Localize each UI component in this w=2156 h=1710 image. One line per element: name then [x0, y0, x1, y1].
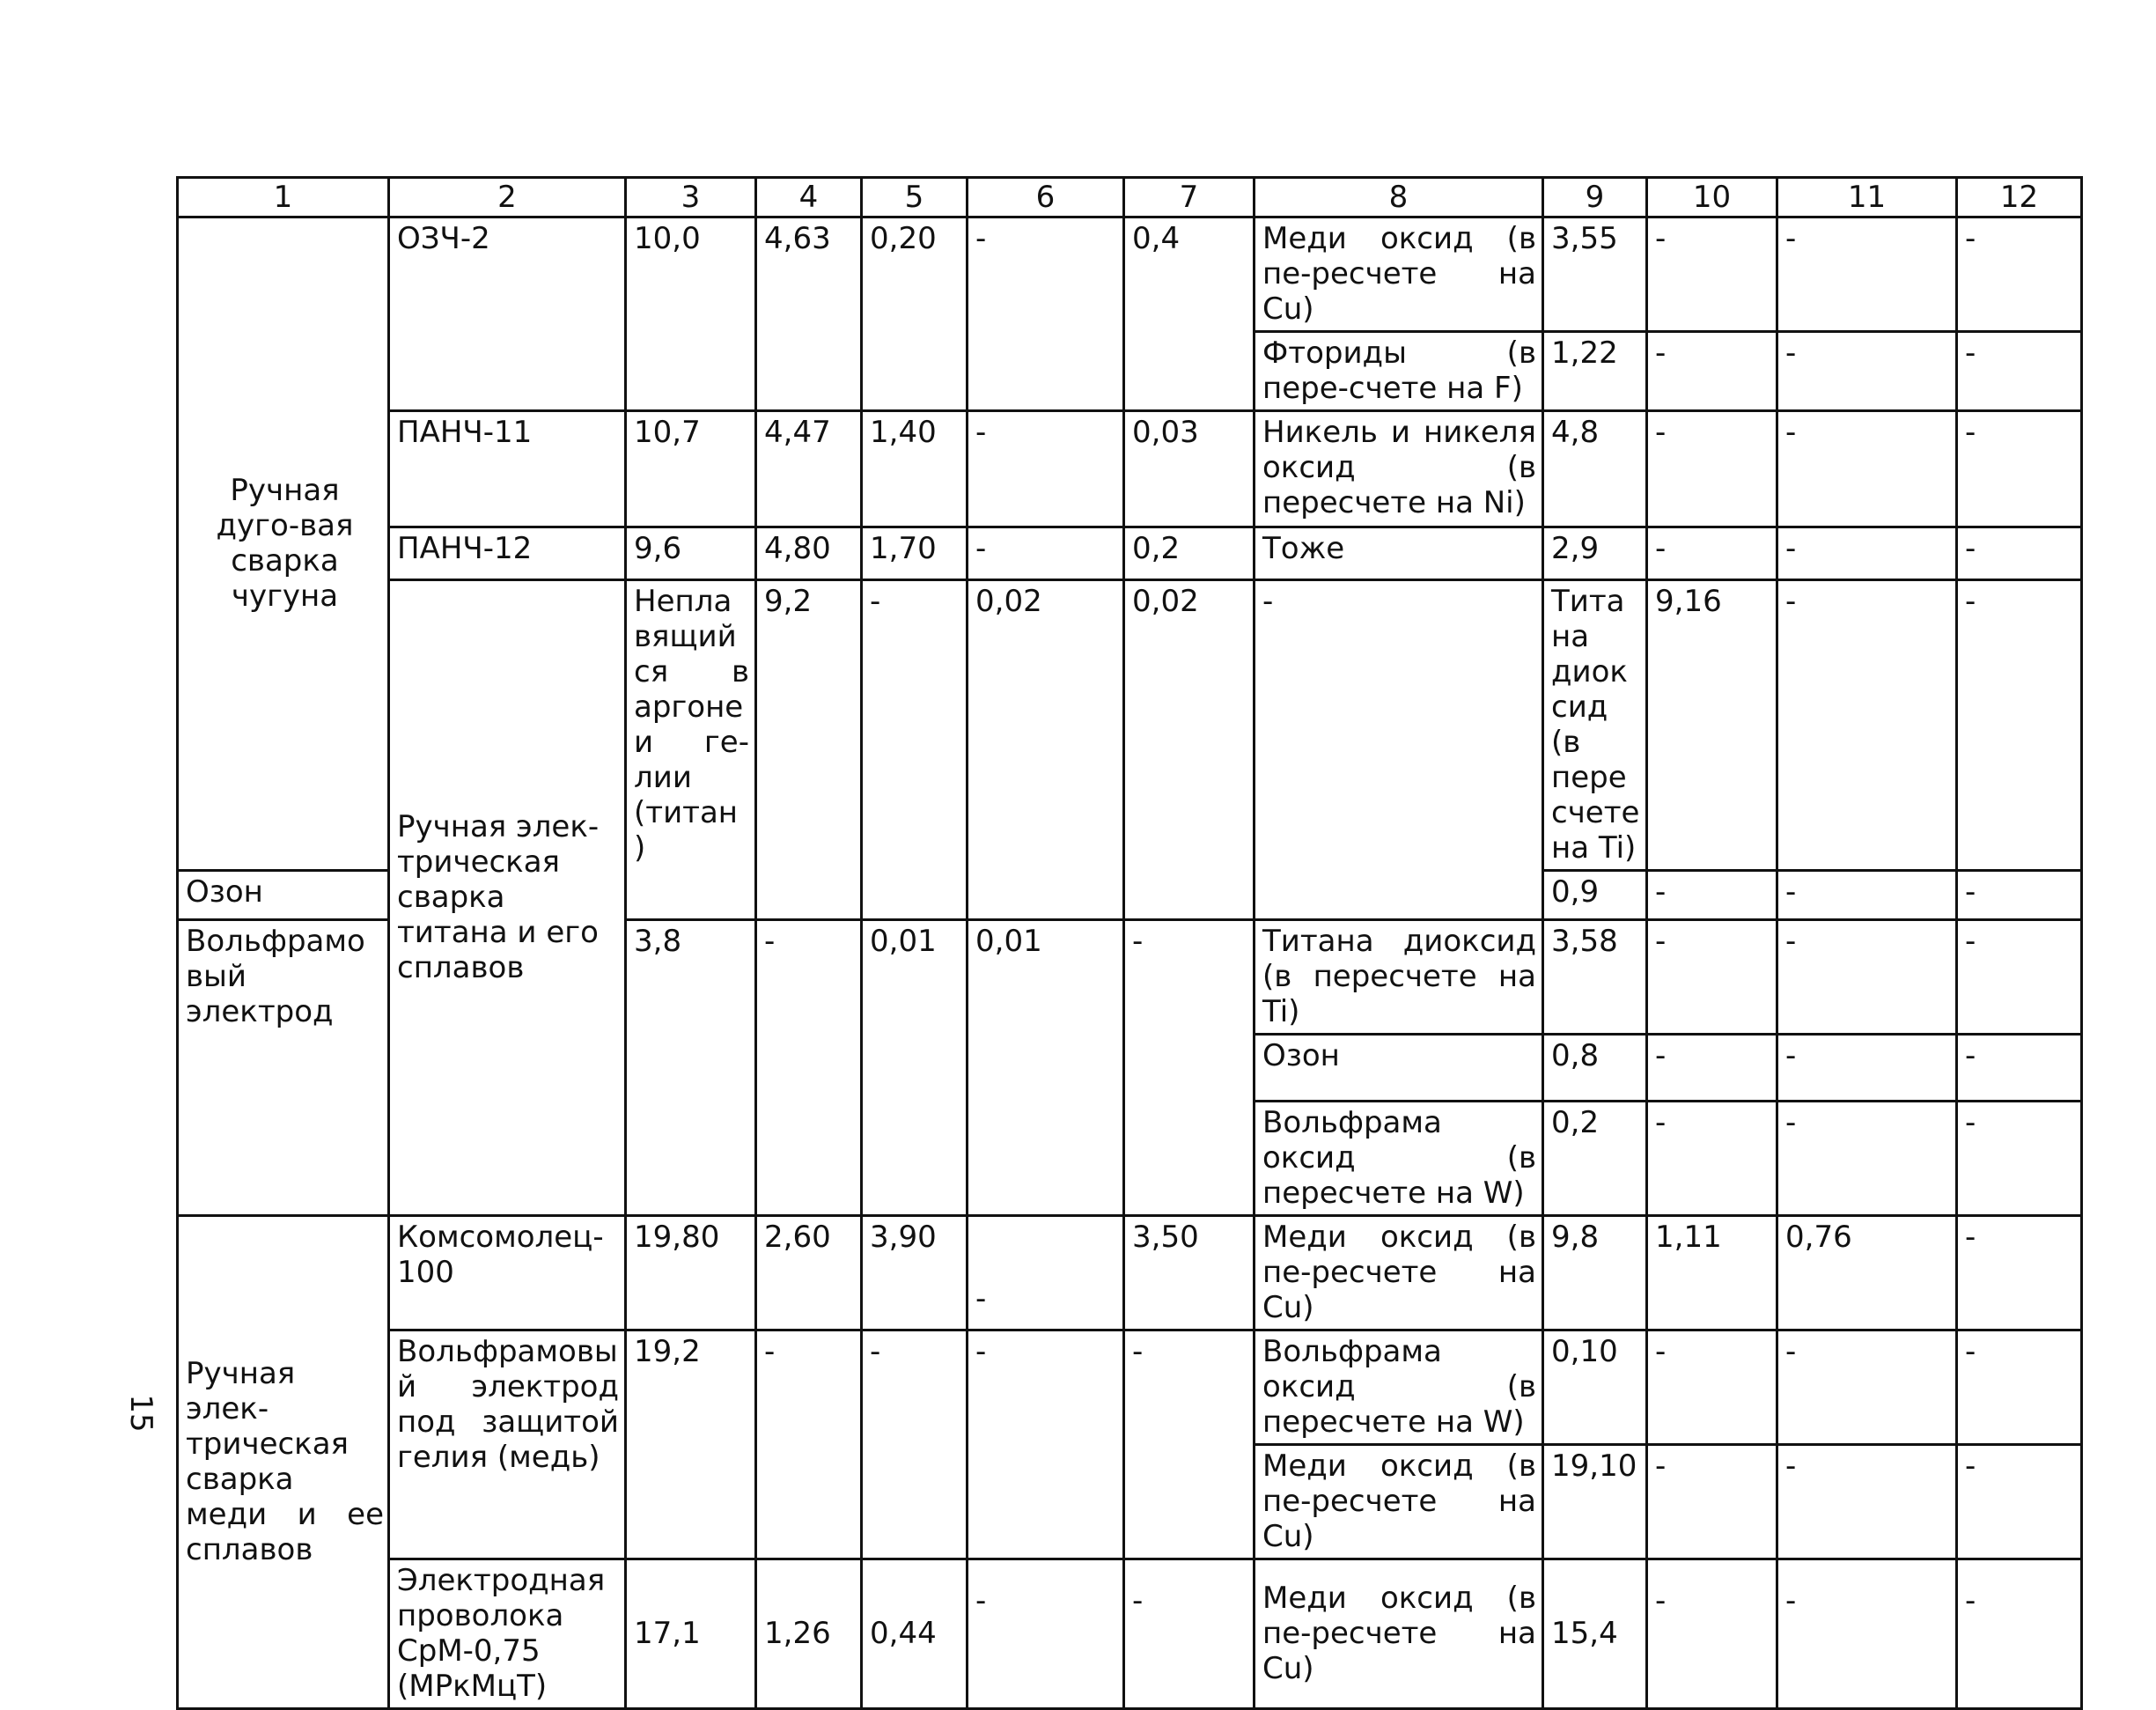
- value-cell: 10,0: [626, 217, 756, 411]
- substance-cell: Тоже: [1255, 527, 1543, 580]
- value-cell: 0,9: [1543, 871, 1647, 920]
- value-cell: 10,7: [626, 411, 756, 527]
- page-number: 15: [123, 1394, 158, 1433]
- value-cell: -: [1777, 871, 1957, 920]
- value-cell: 9,8: [1543, 1216, 1647, 1330]
- value-cell: 19,10: [1543, 1445, 1647, 1559]
- table-row: [178, 580, 2082, 871]
- substance-cell: Озон: [178, 871, 389, 920]
- value-cell: -: [1957, 1445, 2082, 1559]
- substance-cell: Меди оксид (в пе-ресчете на Cu): [1255, 1445, 1543, 1559]
- material-cell: ОЗЧ-2: [389, 217, 626, 411]
- value-cell: 2,9: [1543, 527, 1647, 580]
- value-cell: -: [1647, 217, 1777, 332]
- value-cell: 19,80: [626, 1216, 756, 1330]
- value-cell: -: [1124, 920, 1255, 1216]
- value-cell: -: [968, 527, 1124, 580]
- header-cell-8: 8: [1255, 178, 1543, 217]
- value-cell: -: [1777, 1330, 1957, 1445]
- value-cell: -: [968, 411, 1124, 527]
- header-cell-5: 5: [862, 178, 968, 217]
- value-cell: -: [1647, 1102, 1777, 1216]
- substance-cell: Фториды (в пере-счете на F): [1255, 332, 1543, 411]
- header-cell-6: 6: [968, 178, 1124, 217]
- value-cell: 0,03: [1124, 411, 1255, 527]
- value-cell: -: [1124, 1559, 1255, 1709]
- substance-cell: Меди оксид (в пе-ресчете на Cu): [1255, 217, 1543, 332]
- value-cell: 0,02: [1124, 580, 1255, 920]
- header-cell-3: 3: [626, 178, 756, 217]
- table-row: [178, 411, 2082, 527]
- header-cell-7: 7: [1124, 178, 1255, 217]
- table-row: [178, 217, 2082, 332]
- value-cell: 0,01: [968, 920, 1124, 1216]
- value-cell: 1,26: [756, 1559, 862, 1709]
- value-cell: -: [1957, 920, 2082, 1035]
- value-cell: 1,40: [862, 411, 968, 527]
- value-cell: -: [1777, 920, 1957, 1035]
- value-cell: -: [1777, 1559, 1957, 1709]
- table-row: [178, 1559, 2082, 1709]
- material-cell: ПАНЧ-11: [389, 411, 626, 527]
- material-cell: Вольфрамовый электрод под защитой гелия (медь): [389, 1330, 626, 1559]
- value-cell: 0,01: [862, 920, 968, 1216]
- value-cell: -: [1957, 1035, 2082, 1102]
- header-cell-4: 4: [756, 178, 862, 217]
- value-cell: 17,1: [626, 1559, 756, 1709]
- value-cell: -: [1647, 1330, 1777, 1445]
- value-cell: 0,2: [1124, 527, 1255, 580]
- substance-cell: Титана диоксид (в пересчете на Ti): [1543, 580, 1647, 871]
- material-cell: Вольфрамовый электрод: [178, 920, 389, 1216]
- value-cell: -: [1957, 1330, 2082, 1445]
- value-cell: -: [1957, 1102, 2082, 1216]
- value-cell: 15,4: [1543, 1559, 1647, 1709]
- value-cell: -: [1647, 920, 1777, 1035]
- header-cell-1: 1: [178, 178, 389, 217]
- value-cell: -: [1647, 1445, 1777, 1559]
- value-cell: -: [1777, 1445, 1957, 1559]
- value-cell: 9,6: [626, 527, 756, 580]
- value-cell: 3,50: [1124, 1216, 1255, 1330]
- value-cell: 0,2: [1543, 1102, 1647, 1216]
- value-cell: -: [968, 1559, 1124, 1709]
- header-cell-11: 11: [1777, 178, 1957, 217]
- value-cell: -: [1777, 411, 1957, 527]
- value-cell: 3,55: [1543, 217, 1647, 332]
- value-cell: -: [1957, 411, 2082, 527]
- table-row: [178, 527, 2082, 580]
- emissions-table: [176, 176, 2083, 1710]
- value-cell: 0,44: [862, 1559, 968, 1709]
- material-cell: Электродная проволока СрМ-0,75 (МРкМцТ): [389, 1559, 626, 1709]
- value-cell: 3,90: [862, 1216, 968, 1330]
- value-cell: -: [1647, 332, 1777, 411]
- value-cell: -: [1957, 332, 2082, 411]
- value-cell: 1,22: [1543, 332, 1647, 411]
- value-cell: 1,11: [1647, 1216, 1777, 1330]
- substance-cell: Вольфрама оксид (в пересчете на W): [1255, 1102, 1543, 1216]
- value-cell: 3,8: [626, 920, 756, 1216]
- value-cell: -: [1647, 1559, 1777, 1709]
- header-cell-2: 2: [389, 178, 626, 217]
- substance-cell: Меди оксид (в пе-ресчете на Cu): [1255, 1559, 1543, 1709]
- value-cell: -: [1957, 1559, 2082, 1709]
- material-cell: Неплавящийся в аргоне и ге-лии (титан): [626, 580, 756, 920]
- value-cell: -: [1647, 871, 1777, 920]
- value-cell: 4,63: [756, 217, 862, 411]
- value-cell: -: [1647, 527, 1777, 580]
- value-cell: -: [862, 580, 968, 920]
- value-cell: 0,4: [1124, 217, 1255, 411]
- value-cell: 9,16: [1647, 580, 1777, 871]
- value-cell: -: [1777, 332, 1957, 411]
- value-cell: -: [1957, 1216, 2082, 1330]
- value-cell: 0,10: [1543, 1330, 1647, 1445]
- substance-cell: Вольфрама оксид (в пересчете на W): [1255, 1330, 1543, 1445]
- value-cell: -: [756, 920, 862, 1216]
- value-cell: -: [1957, 871, 2082, 920]
- value-cell: -: [968, 1216, 1124, 1330]
- header-cell-12: 12: [1957, 178, 2082, 217]
- value-cell: -: [1647, 1035, 1777, 1102]
- value-cell: 0,20: [862, 217, 968, 411]
- value-cell: -: [1777, 527, 1957, 580]
- value-cell: -: [1777, 1035, 1957, 1102]
- value-cell: -: [1957, 217, 2082, 332]
- value-cell: 9,2: [756, 580, 862, 920]
- header-cell-9: 9: [1543, 178, 1647, 217]
- value-cell: -: [1255, 580, 1543, 920]
- table-row: [178, 1216, 2082, 1330]
- value-cell: -: [1124, 1330, 1255, 1559]
- value-cell: 19,2: [626, 1330, 756, 1559]
- header-cell-10: 10: [1647, 178, 1777, 217]
- value-cell: 4,80: [756, 527, 862, 580]
- value-cell: -: [1777, 1102, 1957, 1216]
- substance-cell: Никель и никеля оксид (в пересчете на Ni): [1255, 411, 1543, 527]
- process-cell: Ручная дуго-вая сварка чугуна: [178, 217, 389, 871]
- value-cell: -: [968, 1330, 1124, 1559]
- value-cell: 1,70: [862, 527, 968, 580]
- header-row: [178, 178, 2082, 217]
- value-cell: -: [862, 1330, 968, 1559]
- value-cell: 0,02: [968, 580, 1124, 920]
- value-cell: 2,60: [756, 1216, 862, 1330]
- value-cell: 4,47: [756, 411, 862, 527]
- value-cell: -: [1957, 527, 2082, 580]
- process-cell: Ручная элек-трическая сварка титана и его сплавов: [389, 580, 626, 1216]
- process-cell: Ручная элек-трическая сварка меди и ее сплавов: [178, 1216, 389, 1709]
- value-cell: -: [1957, 580, 2082, 871]
- value-cell: -: [1647, 411, 1777, 527]
- value-cell: 0,8: [1543, 1035, 1647, 1102]
- value-cell: -: [756, 1330, 862, 1559]
- value-cell: 3,58: [1543, 920, 1647, 1035]
- table-row: [178, 1330, 2082, 1445]
- material-cell: ПАНЧ-12: [389, 527, 626, 580]
- value-cell: -: [1777, 217, 1957, 332]
- substance-cell: Титана диоксид (в пересчете на Ti): [1255, 920, 1543, 1035]
- substance-cell: Меди оксид (в пе-ресчете на Cu): [1255, 1216, 1543, 1330]
- value-cell: -: [968, 217, 1124, 411]
- material-cell: Комсомолец-100: [389, 1216, 626, 1330]
- value-cell: 4,8: [1543, 411, 1647, 527]
- value-cell: -: [1777, 580, 1957, 871]
- value-cell: 0,76: [1777, 1216, 1957, 1330]
- substance-cell: Озон: [1255, 1035, 1543, 1102]
